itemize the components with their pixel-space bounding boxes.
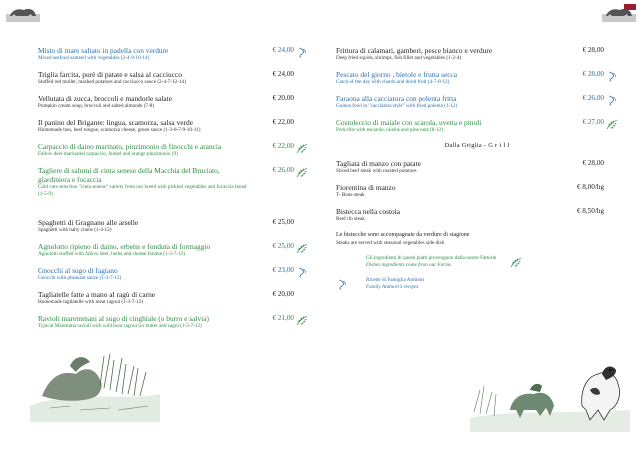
menu-item (336, 46, 618, 62)
dish-price: € 24,00 (272, 70, 294, 78)
menu-item (336, 207, 618, 223)
dish-name: Agnolotto ripieno di daino, erbette e fonduta di formaggio (38, 242, 211, 251)
legend-text (366, 277, 618, 291)
menu-item (38, 266, 308, 282)
dish-description: Guinea fowl in "cacciatora style" with fried polenta (1-12) (336, 103, 458, 109)
dish-description: Cold cuts selection "cinta senese" variety from our breed with pickled vegetables and focaccia bread (1-5-9) (38, 184, 247, 197)
dish-description: Catch of the day with chards and dried fruit (4-7-8-12) (336, 79, 450, 85)
dish-description: Deep fried squids, shrimps, fish fillet and vegetables (1-2-4) (336, 55, 462, 61)
dish-description: Agnolotti stuffed with fallow deer, herbs and cheese fondue (1-3-7-12) (38, 251, 185, 257)
dish-price: € 22,00 (272, 118, 294, 126)
steak-side-note (336, 231, 618, 247)
leaf-icon (606, 117, 618, 128)
dish-description: Typical Maremma ravioli with wild boar ragout (or butter and sage) (1-3-7-12) (38, 323, 202, 329)
hunting-dogs-illustration (470, 340, 630, 432)
dish-price: € 26,00 (582, 94, 604, 102)
legend-line-english: Dishes ingredients come from our Farms (366, 262, 452, 268)
dish-description: Homemade bun, beef tongue, scamorza cheese, green sauce (1-3-6-7-9-10-11) (38, 127, 201, 133)
dish-description: Gnocchi with pheasant sauce (1-3-7-12) (38, 275, 122, 281)
dish-name: Gnocchi al sugo di fagiano (38, 266, 118, 275)
dish-name: Carpaccio di daino marinato, pinzimonio di finocchi e arancia (38, 142, 222, 151)
dish-price: € 25,00 (272, 242, 294, 250)
hunting-scene-illustration (30, 336, 160, 422)
menu-item (38, 166, 308, 198)
dish-price: € 20,00 (272, 290, 294, 298)
menu-item (38, 290, 308, 306)
dish-price: € 27,00 (582, 118, 604, 126)
menu-item (38, 314, 308, 330)
dish-name: Ravioli maremmani al sugo di cinghiale (o burro e salvia) (38, 314, 209, 323)
boar-illustration-icon (6, 4, 40, 22)
dish-description: Sliced beef steak with roasted potatoes (336, 168, 417, 174)
dish-name: Tagliere di salumi di cinta senese della Macchia del Bruciato, giardiniera e focaccia (38, 166, 220, 184)
menu-item (38, 218, 308, 234)
grill-section-header: Dalla Griglia - G r i l l (444, 142, 510, 149)
dish-description: T- Bone steak (336, 192, 365, 198)
dish-price: € 26,00 (272, 166, 294, 174)
fish-icon (336, 277, 348, 288)
legend-item (336, 277, 618, 291)
dish-name: Pescato del giorno , bietole e frutta secca (336, 70, 458, 79)
menu-item (38, 70, 308, 86)
dish-price: € 22,00 (272, 142, 294, 150)
dish-price: € 21,00 (272, 314, 294, 322)
menu-item (336, 70, 618, 86)
menu-item (336, 118, 618, 134)
boar-illustration-icon (602, 4, 636, 22)
menu-item (38, 242, 308, 258)
legend-line-english: Family Antinori's recipes (366, 284, 419, 290)
dish-price: € 28,00 (582, 46, 604, 54)
dish-description: Fallow deer marinated carpaccio, fennel and orange pinzimonio (9) (38, 151, 178, 157)
dish-description: Spaghetti with baby clams (1-4-12) (38, 227, 112, 233)
dish-name: Fiorentina di manzo (336, 183, 396, 192)
menu-item (38, 118, 308, 134)
fish-icon (296, 45, 308, 56)
dish-name: Spaghetti di Gragnano alle arselle (38, 218, 139, 227)
note-line-english: Steaks are served with seasonal vegetables side dish (336, 240, 445, 246)
dish-name: Bistecca nella costola (336, 207, 401, 216)
dish-description: Stuffed red mullet, mashed potatoes and cacciucco sauce (2-4-7-12-14) (38, 79, 186, 85)
dish-price: € 8,00/hg (576, 183, 604, 191)
leaf-icon (296, 313, 308, 324)
menu-item (336, 183, 618, 199)
menu-page-right (320, 0, 640, 452)
fish-icon (606, 69, 618, 80)
dish-price: € 23,00 (272, 266, 294, 274)
dish-name: Costoleccio di maiale con scarola, uvetta e pinoli (336, 118, 482, 127)
menu-item (336, 159, 618, 175)
dish-description: Pork ribs with escarole, raisins and pine nuts (8-12) (336, 127, 444, 133)
legend-line-italian: Gli ingredienti di questi piatti provengono dalla nostre Fattorie (366, 255, 497, 261)
right-menu-column (336, 46, 618, 291)
dish-name: Faraona alla cacciatora con polenta fritta (336, 94, 457, 103)
dish-name: Tagliata di manzo con patate (336, 159, 421, 168)
menu-item (38, 142, 308, 158)
dish-name: Tagliatelle fatte a mano al ragù di carne (38, 290, 156, 299)
dish-price: € 28,00 (582, 159, 604, 167)
legend-text (366, 255, 618, 269)
dish-price: € 24,00 (272, 46, 294, 54)
menu-item (336, 94, 618, 110)
leaf-icon (510, 255, 522, 266)
dish-price: € 20,00 (272, 94, 294, 102)
dish-description: Beef rib steak (336, 216, 365, 222)
dish-description: Pumpkin cream soup, broccoli and salted almonds (7-8) (38, 103, 155, 109)
fish-icon (296, 265, 308, 276)
dish-price: € 25,00 (272, 218, 294, 226)
leaf-icon (296, 141, 308, 152)
dish-name: Frittura di calamari, gamberi, pesce bianco e verdure (336, 46, 493, 55)
dish-description: Mixed seafood sauteed with vegetables (2-4-9-10-14) (38, 55, 150, 61)
dish-price: € 8,50/hg (576, 207, 604, 215)
legend-line-italian: Ricette di Famiglia Antinori (366, 277, 425, 283)
menu-item (38, 46, 308, 62)
leaf-icon (296, 165, 308, 176)
section-spacer (38, 206, 308, 218)
dish-price: € 28,00 (582, 70, 604, 78)
menu-item (38, 94, 308, 110)
dish-name: Vellutata di zucca, broccoli e mandorle salate (38, 94, 172, 103)
dish-name: Triglia farcita, purè di patate e salsa al cacciucco (38, 70, 182, 79)
legend-item (336, 255, 618, 269)
left-menu-column (38, 46, 308, 338)
note-line-italian: Le bistecche sono accompagnate da verdure di stagione (336, 232, 470, 238)
dish-name: Misto di mare saltato in padella con verdure (38, 46, 169, 55)
dish-description: Homemade tagliatelle with meat ragout (1-3-7-12) (38, 299, 144, 305)
dish-name: Il panino del Brigante: lingua, scamorza, salsa verde (38, 118, 193, 127)
fish-icon (606, 93, 618, 104)
leaf-icon (296, 241, 308, 252)
